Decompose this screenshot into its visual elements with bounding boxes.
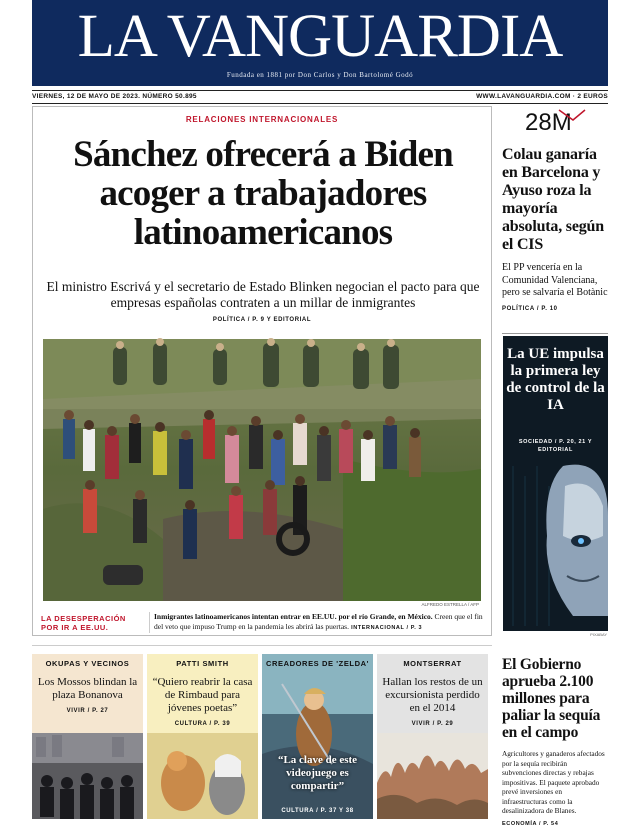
- issue-date: VIERNES, 12 DE MAYO DE 2023. NÚMERO 50.895: [32, 93, 197, 100]
- main-headline[interactable]: Sánchez ofrecerá a Biden acoger a trabajadores latinoamericanos: [73, 134, 453, 253]
- election-ref: POLÍTICA / P. 10: [502, 305, 558, 312]
- drought-story[interactable]: [502, 656, 608, 829]
- card-ref: CULTURA / P. 37 Y 38: [281, 808, 354, 814]
- card-title[interactable]: Los Mossos blindan la plaza Bonanova: [37, 676, 138, 701]
- caption-kicker: LA DESESPERACIÓN POR IR A EE.UU.: [41, 614, 126, 632]
- card-zelda[interactable]: [262, 654, 373, 819]
- card-kicker: PATTI SMITH: [176, 659, 229, 668]
- date-rule: [32, 103, 608, 104]
- card-ref: VIVIR / P. 27: [66, 708, 109, 714]
- card-title[interactable]: “La clave de este videojuego es compartir”: [277, 754, 358, 792]
- ai-ref: SOCIEDAD / P. 20, 21 Y EDITORIAL: [518, 439, 593, 453]
- caption-bold: Inmigrantes latinoamericanos intentan entrar en EE.UU. por el río Grande, en México.: [154, 612, 433, 621]
- bottom-rule: [32, 645, 492, 646]
- logo-text: 28M: [525, 109, 572, 136]
- top-rule: [32, 90, 608, 91]
- caption-body: Creen que el fin del veto que impuso Trump en la pandemia les abrirá las puertas.: [154, 612, 483, 631]
- main-page-ref: POLÍTICA / P. 9 Y EDITORIAL: [212, 317, 312, 323]
- card-title[interactable]: Hallan los restos de un excursionista perdido en el 2014: [382, 676, 483, 714]
- card-kicker: CREADORES DE 'ZELDA': [265, 659, 370, 668]
- zelda-art: [262, 654, 373, 819]
- card-ref: VIVIR / P. 29: [411, 721, 454, 727]
- migrants-photo: [43, 339, 481, 601]
- drought-deck: [502, 749, 608, 829]
- card-patti-smith[interactable]: [147, 654, 258, 819]
- card-okupas[interactable]: [32, 654, 143, 819]
- drought-ref: ECONOMÍA / P. 54: [502, 820, 559, 827]
- newspaper-title: LA VANGUARDIA: [77, 3, 563, 70]
- drought-headline[interactable]: El Gobierno aprueba 2.100 millones para paliar la sequía en el campo: [502, 656, 601, 741]
- 28m-logo-icon: [523, 106, 587, 134]
- police-photo: [32, 733, 143, 819]
- dateline: [32, 91, 608, 103]
- photo-caption: [149, 612, 485, 633]
- drought-deck-text: Agricultores y ganaderos afectados por la sequía recibirán subvenciones directas y rebajas impositivas. El paquete aprobado prevé inversiones en infraestructuras como la desalinizadora de Blanes.: [502, 749, 605, 815]
- photo-credit: ALFREDO ESTRELLA / AFP: [421, 602, 479, 607]
- main-kicker: RELACIONES INTERNACIONALES: [185, 115, 339, 124]
- caption-ref: INTERNACIONAL / P. 3: [348, 624, 423, 631]
- card-kicker: OKUPAS Y VECINOS: [45, 659, 130, 668]
- card-kicker: MONTSERRAT: [403, 659, 462, 668]
- founded-line: Fundada en 1881 por Don Carlos y Don Bartolomé Godó: [226, 71, 414, 79]
- main-story[interactable]: [32, 106, 492, 636]
- website-price: WWW.LAVANGUARDIA.COM · 2 EUROS: [476, 93, 608, 100]
- card-title[interactable]: “Quiero reabrir la casa de Rimbaud para jóvenes poetas”: [152, 676, 253, 714]
- ai-headline[interactable]: La UE impulsa la primera ley de control de la IA: [506, 346, 605, 413]
- ai-photo-credit: PIXABAY: [590, 632, 607, 637]
- election-story[interactable]: [502, 106, 608, 326]
- main-subhead: El ministro Escrivá y el secretario de Estado Blinken negocian el pacto para que empresas españolas contraten a un millar de inmigrantes: [46, 279, 480, 310]
- montserrat-photo: [377, 733, 488, 819]
- side-rule: [502, 333, 608, 334]
- election-deck: El PP vencería en la Comunidad Valenciana, pero se salvaría el Botànic: [502, 262, 608, 298]
- masthead: [32, 0, 608, 86]
- election-headline[interactable]: Colau ganaría en Barcelona y Ayuso roza la mayoría absoluta, según el CIS: [502, 146, 604, 253]
- ai-story[interactable]: [503, 336, 608, 631]
- patti-smith-photo: [147, 733, 258, 819]
- card-montserrat[interactable]: [377, 654, 488, 819]
- card-ref: CULTURA / P. 39: [174, 721, 231, 727]
